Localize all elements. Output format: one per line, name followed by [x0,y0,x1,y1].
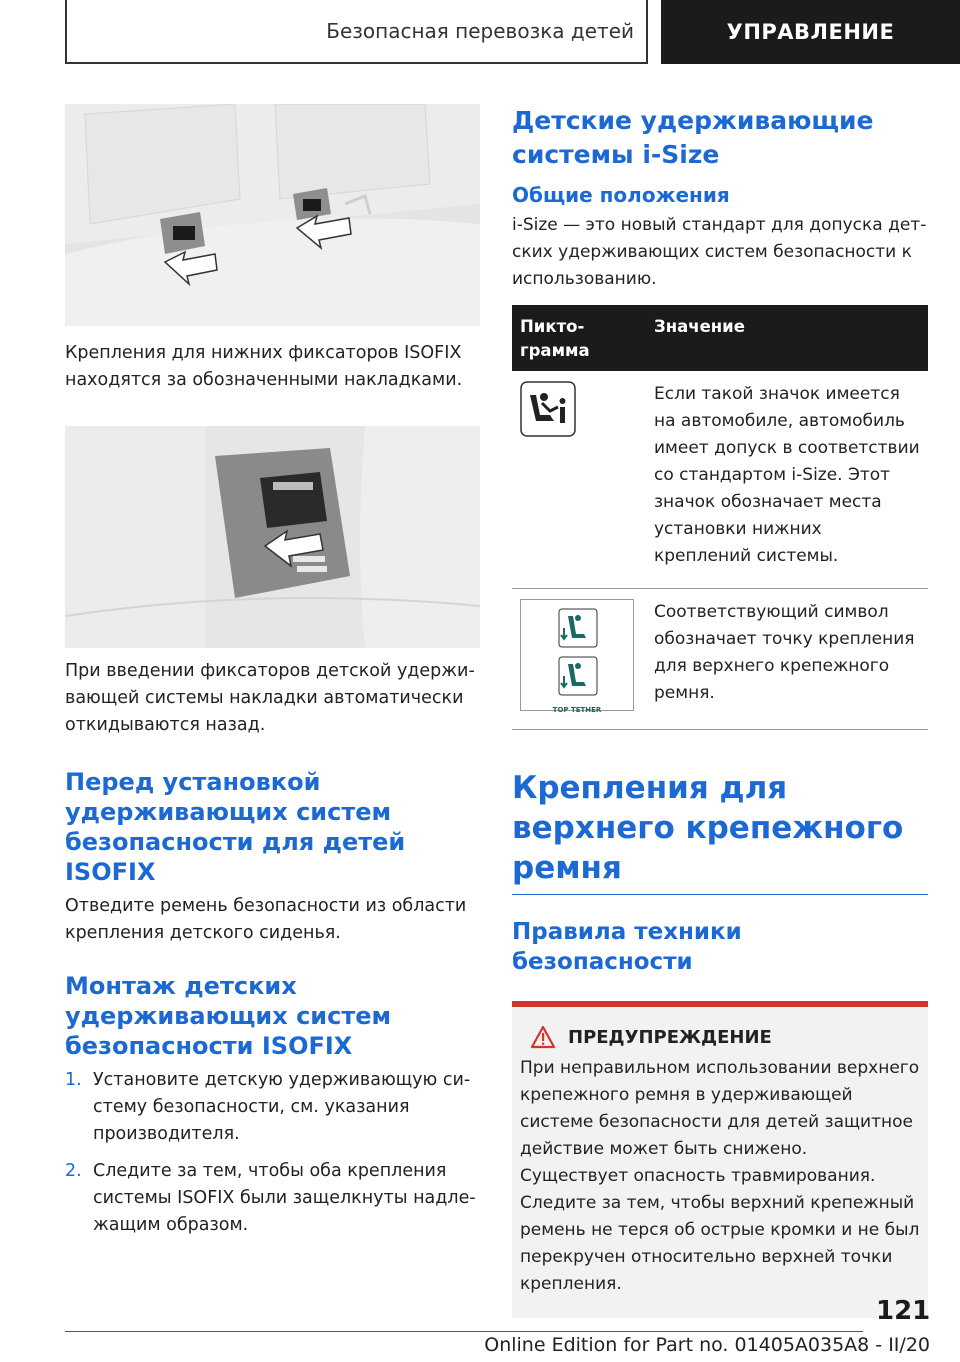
warning-title-row [530,1025,920,1049]
step-text: Установите детскую удерживающую систему безопасности, см. указания производителя. [93,1070,471,1144]
step-number: 1. [65,1070,82,1090]
page-number: 121 [876,1296,931,1326]
table-header-meaning: Значение [646,305,928,371]
list-item [65,1158,480,1239]
footer-rule [65,1331,863,1332]
isofix-anchor-photo [65,426,480,648]
mounting-steps [65,1067,480,1239]
warning-triangle-icon [530,1025,556,1049]
anchor-icon [558,608,598,648]
pictogram-table [512,305,928,730]
isofix-covers-photo [65,104,480,326]
child-seat-i-size-icon [520,381,576,437]
pictogram-cell [512,371,646,589]
step-text: Следите за тем, чтобы оба крепления системы ISOFIX были защелкнуты надлежащим образом. [93,1161,476,1235]
heading-mounting: Монтаж детских удерживающих систем безопасности ISOFIX [65,972,392,1060]
step-number: 2. [65,1161,82,1181]
subheading-safety: Правила техники безопасности [512,919,742,975]
heading-rule [512,894,928,895]
heading-before-installation: Перед установкой удерживающих систем безопасности для детей ISOFIX [65,768,406,886]
warning-text: При неправильном использовании верхнего крепежного ремня в удерживающей системе безопасности для детей защитное действие может быть снижено. Существует опасность травмирования. Следите за тем, чтобы верхний крепежный ремень не терся об острые кромки и не был перекручен относительно верхней точки крепления. [520,1058,920,1294]
text-general: i-Size — это новый стандарт для допуска детских удерживающих систем безопасности к использованию. [512,215,927,289]
meaning-cell: Если такой значок имеется на автомобиле, автомобиль имеет допуск в соответствии со стандартом i-Size. Этот значок обозначает места установки нижних креплений системы. [646,371,928,589]
isofix-anchor-illustration [65,426,480,648]
left-column [65,104,480,1239]
heading-i-size: Детские удерживающие системы i-Size [512,106,874,169]
running-header-section [65,0,648,64]
table-row [512,371,928,589]
seat-isofix-illustration [65,104,480,326]
table-header-pictogram: Пиктограмма [512,305,646,371]
warning-box [512,1001,928,1318]
top-tether-label: TOP TETHER [552,706,602,714]
anchor-icon [558,656,598,696]
meaning-cell: Соответствующий символ обозначает точку крепления для верхнего крепежного ремня. [646,589,928,730]
edition-footer: Online Edition for Part no. 01405A035A8 - II/20 [484,1334,930,1356]
list-item [65,1067,480,1148]
warning-title: ПРЕДУПРЕЖДЕНИЕ [568,1026,772,1048]
chapter-title: УПРАВЛЕНИЕ [726,20,895,44]
text-before-installation: Отведите ремень безопасности из области крепления детского сиденья. [65,896,467,943]
subheading-general: Общие положения [512,183,730,207]
section-title: Безопасная перевозка детей [326,19,634,43]
caption-isofix-anchor: При введении фиксаторов детской удерживающей системы накладки автоматически откидываются назад. [65,661,475,735]
top-tether-icon [520,599,634,714]
pictogram-cell [512,589,646,730]
heading-top-tether: Крепления для верхнего крепежного ремня [512,770,904,886]
running-header-chapter [661,0,960,64]
table-row [512,589,928,730]
right-column [512,104,928,1318]
caption-isofix-covers: Крепления для нижних фиксаторов ISOFIX находятся за обозначенными накладками. [65,343,463,390]
